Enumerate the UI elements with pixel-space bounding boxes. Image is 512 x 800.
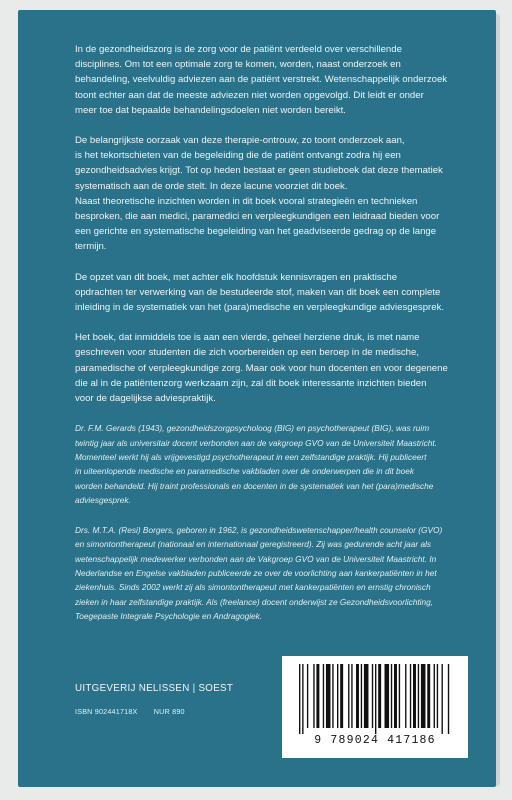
barcode-label (282, 656, 468, 758)
barcode-bar (337, 664, 338, 728)
barcode-bar (394, 664, 397, 728)
barcode-bar (391, 664, 392, 728)
barcode-bar (434, 664, 435, 728)
barcode-bar (421, 664, 426, 728)
barcode-bar (299, 664, 300, 734)
barcode-bar (375, 664, 376, 734)
isbn-nur-line (75, 707, 185, 716)
barcode-bar (372, 664, 373, 728)
barcode-bar (385, 664, 390, 728)
barcode-bar (351, 664, 352, 728)
author-bio-gerards: Dr. F.M. Gerards (1943), gezondheidszorgpsycholoog (BIG) en psychotherapeut (BIG), was ruim twintig jaar als universitair docent verbonden aan de vakgroep GVO van de Universiteit Maastricht. Momenteel werkt hij als vrijgevestigd psychotherapeut in een zelfstandige praktijk. Hij publiceert in uiteenlopende medische en paramedische vakbladen over de onderwerpen die in dit boek worden behandeld. Hij traint professionals en docenten in de systematiek van het (para)medische adviesgesprek. (75, 423, 438, 506)
blurb-paragraph: Het boek, dat inmiddels toe is aan een vierde, geheel herziene druk, is met name geschreven voor studenten die zich voorbereiden op een beroep in de medische, paramedische of verpleegkundige zorg. Maar ook voor hun docenten en voor degenene die al in de patiëntenzorg werkzaam zijn, zal dit boek interessante inzichten bieden voor de dagelijkse adviespraktijk. (75, 332, 448, 405)
barcode-bar (316, 664, 319, 728)
nur-code: NUR 890 (153, 707, 185, 716)
barcode-bar (326, 664, 331, 728)
barcode-bars (299, 664, 451, 734)
publisher-name: UITGEVERIJ NELISSEN | SOEST (75, 683, 234, 694)
barcode-bar (418, 664, 419, 728)
barcode-bar (313, 664, 314, 728)
barcode-bar (307, 664, 308, 728)
author-bio-borgers: Drs. M.T.A. (Resi) Borgers, geboren in 1962, is gezondheidswetenschapper/health counselor (GVO) en simontontherapeut (nationaal en internationaal geregistreerd). Zij was gedurende acht jaar als wetenschappelijk medewerker verbonden aan de Vakgroep GVO van de Universiteit Maastricht. In Nederlandse en Engelse vakbladen publiceerde ze over de voorlichting aan kankerpatiënten in het ziekenhuis. Sinds 2002 werkt zij als simontontherapeut met kankerpatiënten en ernstig chronisch zieken in haar zelfstandige praktijk. Als (freelance) docent onderwijst ze Gezondheidsvoorlichting, Toegepaste Integrale Psychologie en Andragogiek. (75, 524, 443, 622)
barcode-bar (399, 664, 400, 728)
barcode-bar (448, 664, 449, 734)
barcode-bar (413, 664, 416, 728)
isbn-number: ISBN 902441718X (75, 707, 138, 716)
barcode-bar (442, 664, 443, 734)
blurb-paragraph: In de gezondheidszorg is de zorg voor de patiënt verdeeld over verschillende disciplines. Om tot een optimale zorg te komen, worden, naast onderzoek en behandeling, veelvuldig adviezen aan de patiënt verstrekt. Wetenschappelijk onderzoek toont echter aan dat de meeste adviezen niet worden opgevolgd. Dit leidt er onder meer toe dat bepaalde behandelingsdoelen niet worden bereikt. (75, 44, 448, 116)
barcode-bar (427, 664, 430, 728)
barcode-digits: 9 789024 417186 (314, 734, 436, 747)
blurb-paragraph: De opzet van dit boek, met achter elk hoofdstuk kennisvragen en praktische opdrachten ter verwerking van de bestudeerde stof, maken van dit boek een complete inleiding in de systematiek van het (para)medische en verpleegkundige adviesgesprek. (75, 271, 445, 314)
barcode-bar (405, 664, 406, 728)
barcode-bar (348, 664, 349, 728)
barcode-bar (378, 664, 381, 728)
barcode-bar (361, 664, 362, 728)
barcode-bar (437, 664, 438, 728)
barcode-bar (364, 664, 369, 728)
blurb-paragraph: De belangrijkste oorzaak van deze therapie-ontrouw, zo toont onderzoek aan, is het tekortschieten van de begeleiding die de patiënt ontvangt zodra hij een gezondheidsadvies krijgt. Tot op heden bestaat er geen studieboek dat deze thematiek systematisch aan de orde stelt. In deze lacune voorziet dit boek. Naast theoretische inzichten worden in dit boek vooral strategieën en technieken besproken, die aan medici, paramedici en verpleegkundigen een leidraad bieden voor een gerichte en systematische begeleiding van het geadviseerde gedrag op de lange termijn. (75, 135, 443, 253)
cover-text-block (75, 42, 480, 639)
barcode-bar (356, 664, 359, 728)
barcode-bar (323, 664, 324, 728)
barcode-bar (302, 664, 303, 734)
barcode-bar (332, 664, 333, 728)
barcode-bar (410, 664, 411, 728)
barcode-bar (340, 664, 343, 728)
